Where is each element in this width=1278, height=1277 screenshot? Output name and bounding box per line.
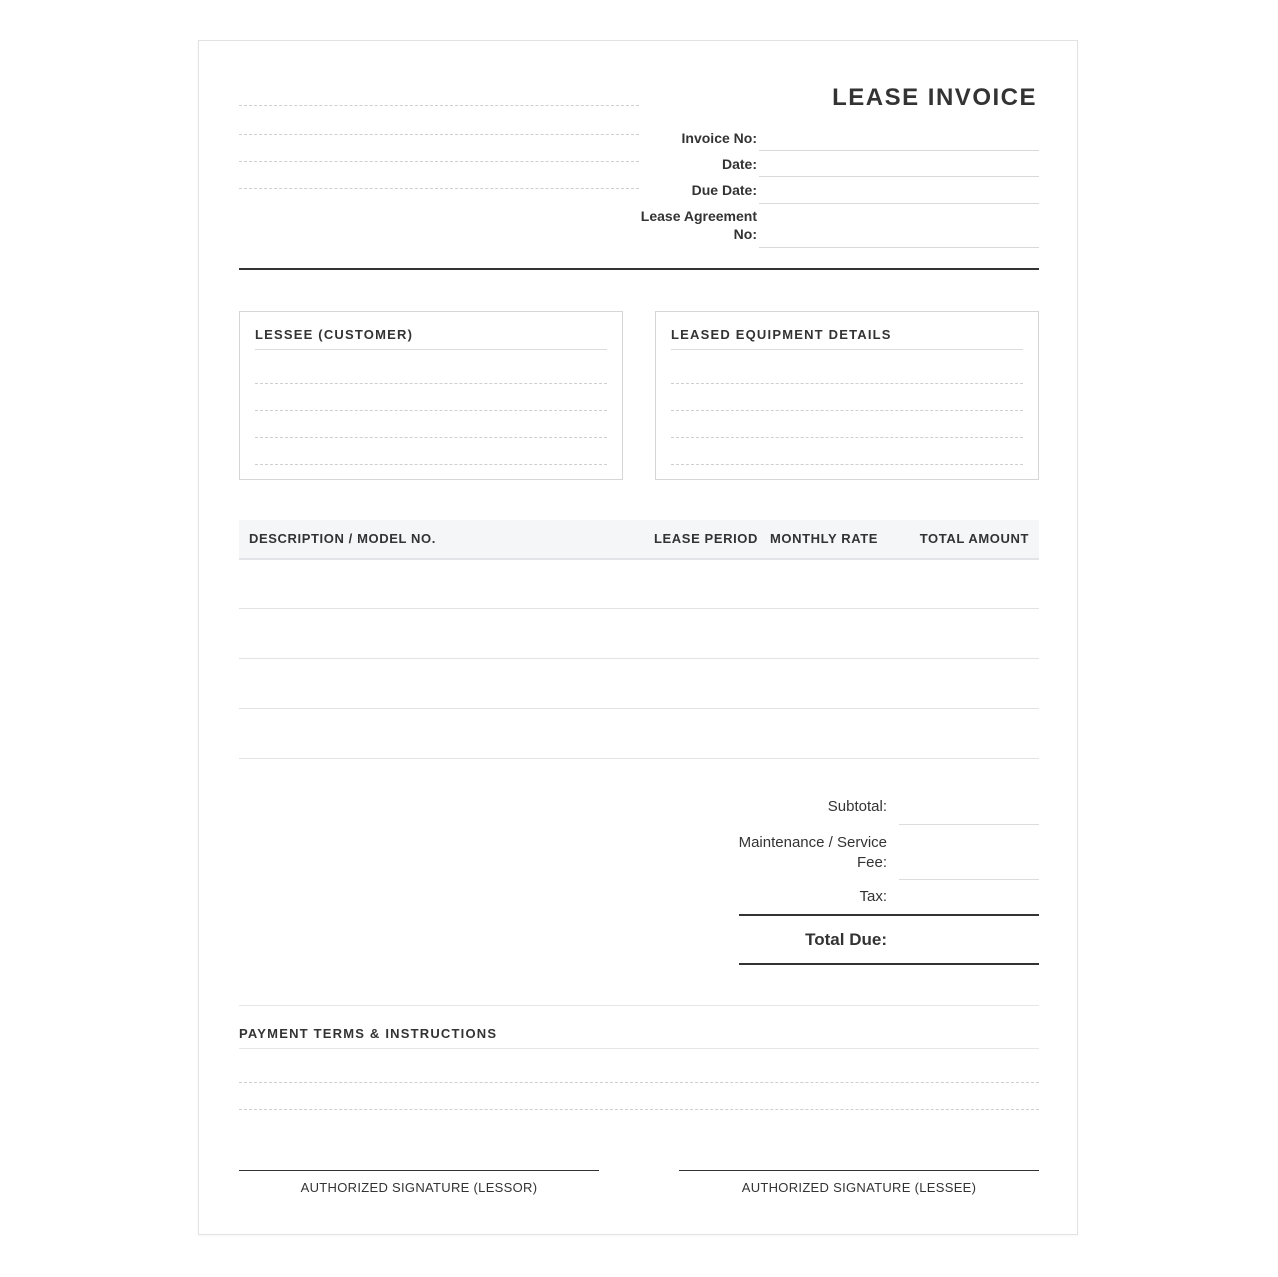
column-header-description: DESCRIPTION / MODEL NO.	[249, 531, 436, 546]
payment-terms-title: PAYMENT TERMS & INSTRUCTIONS	[239, 1026, 498, 1041]
lessee-line[interactable]	[255, 464, 607, 465]
lessor-signature-label: AUTHORIZED SIGNATURE (LESSOR)	[300, 1180, 538, 1195]
address-line[interactable]	[239, 105, 639, 106]
date-field[interactable]	[759, 176, 1039, 177]
column-header-monthly-rate: MONTHLY RATE	[770, 531, 879, 546]
payment-title-underline	[239, 1048, 1039, 1049]
invoice-no-label: Invoice No:	[681, 130, 757, 146]
lease-agreement-label-line2: No:	[733, 226, 757, 242]
subtotal-label: Subtotal:	[827, 798, 887, 815]
equipment-line[interactable]	[671, 464, 1023, 465]
column-header-lease-period: LEASE PERIOD	[654, 531, 758, 546]
lease-agreement-field[interactable]	[759, 247, 1039, 248]
invoice-no-field[interactable]	[759, 150, 1039, 151]
address-line[interactable]	[239, 188, 639, 189]
total-due-top-rule	[739, 914, 1039, 916]
column-header-total-amount: TOTAL AMOUNT	[919, 531, 1029, 546]
equipment-box	[655, 311, 1039, 480]
maintenance-fee-label-line1: Maintenance / Service	[738, 834, 887, 851]
box-title-underline	[671, 349, 1023, 350]
lessee-box	[239, 311, 623, 480]
equipment-line[interactable]	[671, 383, 1023, 384]
equipment-line[interactable]	[671, 410, 1023, 411]
items-table-header	[239, 520, 1039, 560]
invoice-page	[198, 40, 1078, 1235]
lessor-signature-line[interactable]	[239, 1170, 599, 1171]
lessee-box-title: LESSEE (CUSTOMER)	[255, 327, 414, 342]
maintenance-fee-field[interactable]	[899, 879, 1039, 880]
address-line[interactable]	[239, 134, 639, 135]
maintenance-fee-label	[739, 833, 887, 873]
due-date-label: Due Date:	[691, 182, 757, 198]
lease-agreement-label-line1: Lease Agreement	[640, 208, 757, 224]
subtotal-field[interactable]	[899, 824, 1039, 825]
payment-terms-line[interactable]	[239, 1109, 1039, 1110]
date-label: Date:	[721, 156, 757, 172]
table-row[interactable]	[239, 658, 1039, 659]
table-row[interactable]	[239, 758, 1039, 759]
equipment-line[interactable]	[671, 437, 1023, 438]
total-due-field[interactable]	[739, 963, 1039, 965]
invoice-title: LEASE INVOICE	[832, 84, 1037, 111]
lease-agreement-label	[627, 207, 757, 243]
equipment-box-title: LEASED EQUIPMENT DETAILS	[671, 327, 892, 342]
tax-label: Tax:	[859, 888, 887, 905]
total-due-label: Total Due:	[805, 930, 887, 949]
address-line[interactable]	[239, 161, 639, 162]
lessee-signature-line[interactable]	[679, 1170, 1039, 1171]
lessee-line[interactable]	[255, 410, 607, 411]
maintenance-fee-label-line2: Fee:	[856, 854, 887, 871]
due-date-field[interactable]	[759, 203, 1039, 204]
payment-terms-line[interactable]	[239, 1082, 1039, 1083]
payment-section-divider	[239, 1005, 1039, 1006]
header-divider	[239, 268, 1039, 270]
lessee-line[interactable]	[255, 383, 607, 384]
table-row[interactable]	[239, 608, 1039, 609]
box-title-underline	[255, 349, 607, 350]
lessee-signature-label: AUTHORIZED SIGNATURE (LESSEE)	[741, 1180, 977, 1195]
table-row[interactable]	[239, 708, 1039, 709]
lessee-line[interactable]	[255, 437, 607, 438]
